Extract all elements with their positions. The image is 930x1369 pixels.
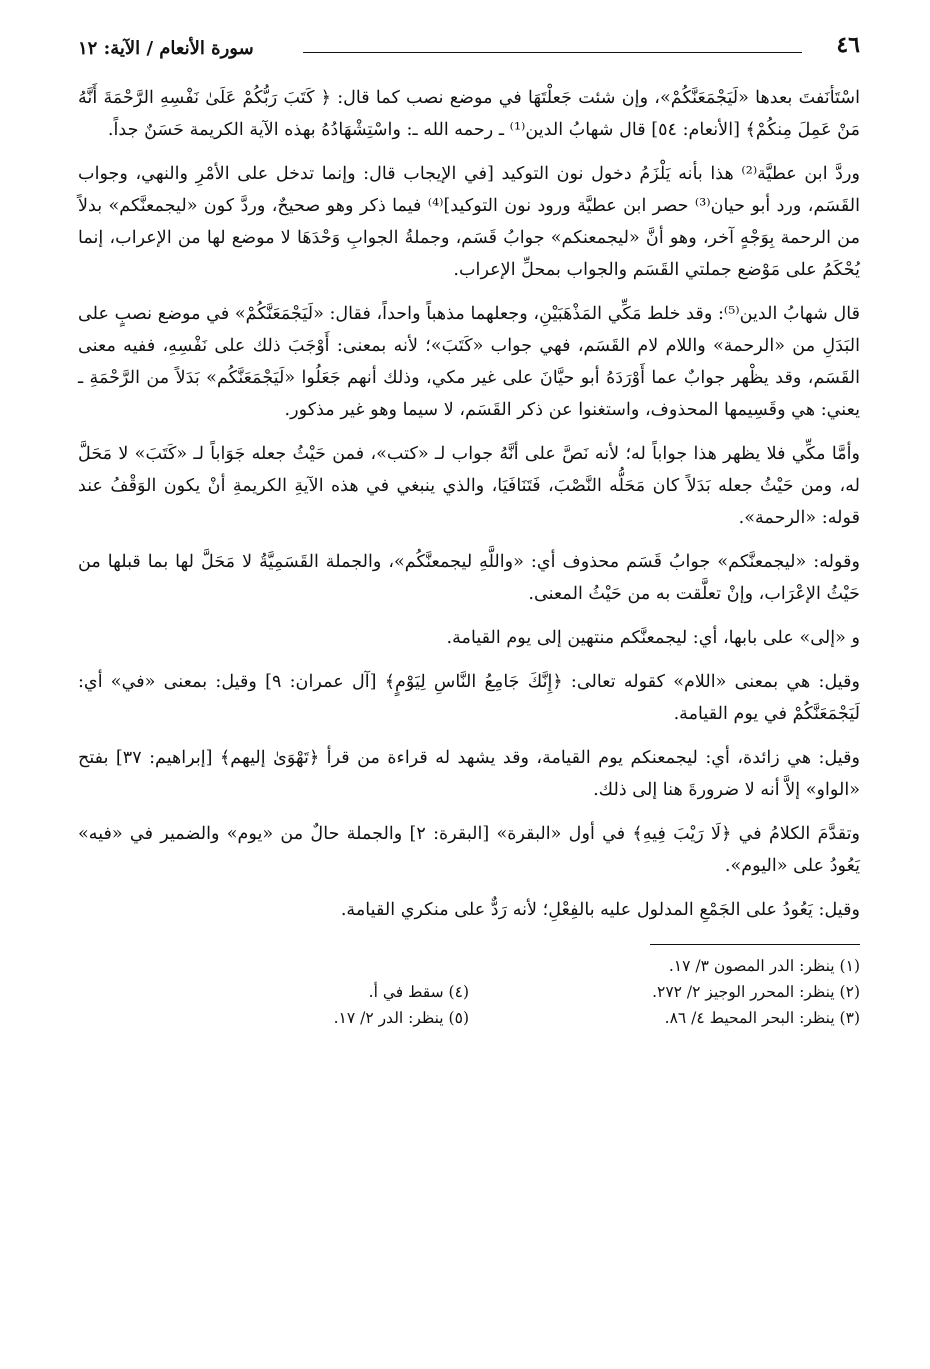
paragraph: وقيل: هي بمعنى «اللام» كقوله تعالى: ﴿إِنَّكَ جَامِعُ النَّاسِ لِيَوْمٍ﴾ [آل عمران: ٩] وقيل: بمعنى «في» أي: لَيَجْمَعَنَّكُمْ في يوم القيامة. [78, 672, 860, 724]
footnotes-left-column [78, 953, 469, 1031]
page-body [78, 82, 860, 926]
book-page [78, 28, 860, 1031]
paragraph: وقيل: يَعُودُ على الجَمْعِ المدلول عليه بالفِعْلِ؛ لأنه رَدٌّ على منكري القيامة. [340, 900, 860, 920]
paragraph: وتقدَّمَ الكلامُ في ﴿لَا رَيْبَ فِيهِ﴾ في أول «البقرة» [البقرة: ٢] والجملة حالٌ من «يوم» والضمير في «فيه» يَعُودُ على «اليوم». [78, 824, 860, 876]
running-title: سورة الأنعام / الآية: ١٢ [78, 38, 254, 59]
page-number: ٤٦ [836, 32, 860, 58]
paragraph: وقوله: «ليجمعنَّكم» جوابُ قَسَم محذوف أي: «واللَّهِ ليجمعنَّكُم»، والجملة القَسَمِيَّةُ لا مَحَلَّ لها بما قبلها من حَيْثُ الإعْرَاب، وإنْ تعلَّقت به من حَيْثُ المعنى. [78, 552, 860, 604]
page-header [78, 28, 860, 68]
footnote: (٣) ينظر: البحر المحيط ٤/ ٨٦. [664, 1009, 860, 1027]
footnotes-right-column [469, 953, 860, 1031]
header-rule [303, 52, 802, 53]
paragraph: وردَّ ابن عطيَّة⁽²⁾ هذا بأنه يَلْزَمُ دخول نون التوكيد [في الإيجاب قال: وإنما تدخل على الأمْرِ والنهي، وجواب القَسَم، ورد أبو حيان⁽³⁾ حصر ابن عطيَّة ورود نون التوكيد]⁽⁴⁾ فيما ذكر وهو صحيحٌ، وردَّ كون «ليجمعنَّكم» بدلاً من الرحمة بِوَجْهٍ آخر، وهو أنَّ «ليجمعنكم» جوابُ قَسَم، وجملةُ الجوابِ وَحْدَهَا لا موضع لها من الإعراب، إنما يُحْكَمُ على مَوْضع جملتي القَسَم والجواب بمحلِّ الإعراب. [78, 164, 861, 280]
footnote: (٤) سقط في أ. [368, 983, 469, 1001]
footnote-rule [650, 944, 860, 945]
paragraph: قال شهابُ الدين⁽⁵⁾: وقد خلط مَكِّي المَذْهَبَيْنِ، وجعلهما مذهباً واحداً، فقال: «لَيَجْمَعَنَّكُمْ» في موضع نصبٍ على البَدَلِ من «الرحمة» واللام لام القَسَم، فهي جواب «كَتَبَ»؛ لأنه بمعنى: أَوْجَبَ ذلك على نَفْسِهِ، ففيه معنى القَسَم، وقد يظْهر جوابٌ عما أَوْرَدَهُ أبو حيَّانَ على غير مكي، وذلك أنهم جَعَلُوا «لَيَجْمَعَنَّكُم» بَدَلاً من الرَّحْمَةِ ـ يعني: هي وقَسِيمها المحذوف، واستغنوا عن ذكر القَسَم، لا سيما وهو غير مذكور. [78, 304, 860, 420]
paragraph: وقيل: هي زائدة، أي: ليجمعنكم يوم القيامة، وقد يشهد له قراءة من قرأ ﴿تَهْوَىٰ إليهم﴾ [إبراهيم: ٣٧] بفتح «الواو» إلاَّ أنه لا ضرورةَ هنا إلى ذلك. [78, 748, 860, 800]
footnote: (٢) ينظر: المحرر الوجيز ٢/ ٢٧٢. [652, 983, 860, 1001]
footnote: (١) ينظر: الدر المصون ٣/ ١٧. [668, 957, 860, 975]
footnote: (٥) ينظر: الدر ٢/ ١٧. [333, 1009, 469, 1027]
paragraph: وأمَّا مكِّي فلا يظهر هذا جواباً له؛ لأنه نَصَّ على أنَّهُ جواب لـ «كتب»، فمن حَيْثُ جعله جَوَاباً لـ «كَتَبَ» لا مَحَلَّ له، ومن حَيْثُ جعله بَدَلاً كان مَحَلُّه النَّصْبَ، فَتَنَافَيَا، والذي ينبغي في هذه الآيةِ الكريمةِ أنْ يكون الوَقْفُ عند قوله: «الرحمة». [78, 444, 860, 528]
paragraph: و «إلى» على بابها، أي: ليجمعنَّكم منتهين إلى يوم القيامة. [446, 628, 860, 648]
footnotes [78, 953, 860, 1031]
paragraph: اسْتَأنَفتَ بعدها «لَيَجْمَعَنَّكُمْ»، وإن شئت جَعلْتَهَا في موضع نصب كما قال: ﴿ كَتَبَ رَبُّكُمْ عَلَىٰ نَفْسِهِ الرَّحْمَةَ أَنَّهُ مَنْ عَمِلَ مِنكُمْ﴾ [الأنعام: ٥٤] قال شهابُ الدين⁽¹⁾ ـ رحمه الله ـ: واسْتِشْهَادُهُ بهذه الآية الكريمة حَسَنٌ جداً. [78, 88, 860, 140]
